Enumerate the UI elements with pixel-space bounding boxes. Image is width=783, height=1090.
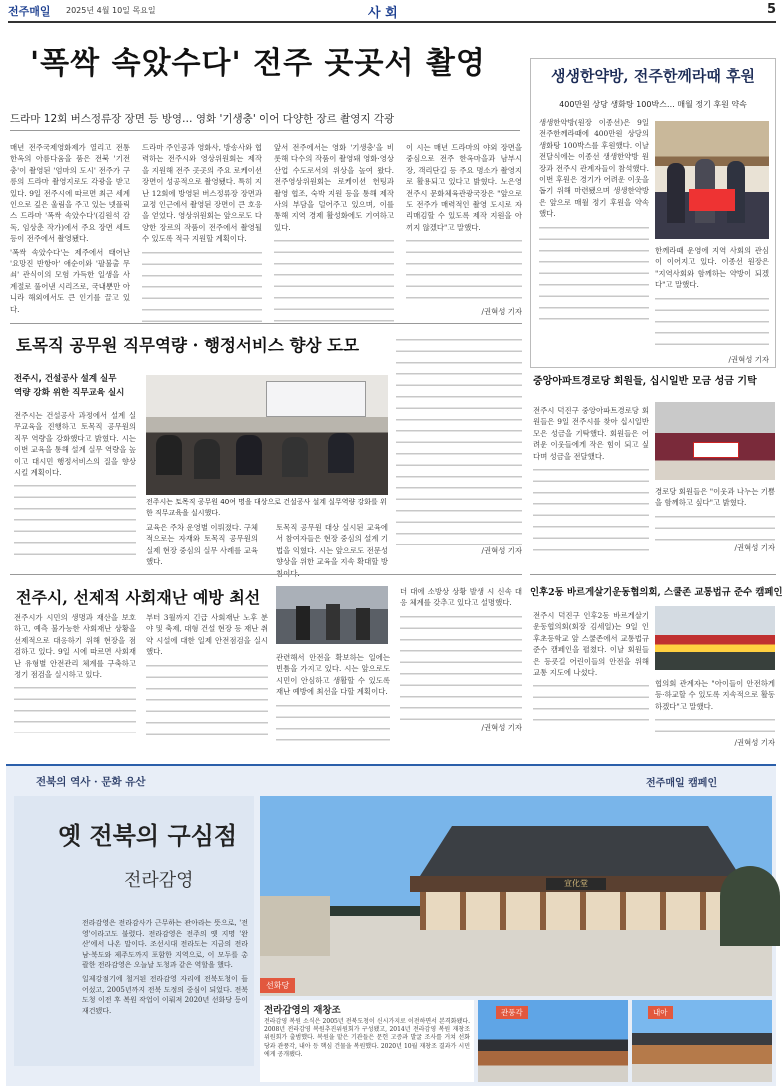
low-body3: 관련해서 안전을 확보하는 일에는 빈틈을 가지고 있다. 시는 앞으로도 시민이 안심하고 생활할 수 있도록 재난 예방에 최선을 다할 계획이다. [276, 652, 390, 754]
lead-headline: '폭싹 속았수다' 전주 곳곳서 촬영 [30, 46, 486, 81]
paper-name: 전주매일 [8, 5, 51, 18]
mid-headline: 토목직 공무원 직무역량 · 행정서비스 향상 도모 [16, 336, 360, 355]
lead-subhead: 드라마 12회 버스정류장 장면 등 방영… 영화 '기생충' 이어 다양한 장르 촬영지 각광 [10, 113, 395, 125]
low-headline: 전주시, 선제적 사회재난 예방 최선 [16, 588, 261, 607]
seonhwadang-label: 선화당 [260, 978, 295, 993]
gwanpunggak-label: 관풍각 [496, 1006, 528, 1019]
side3-body2: 협의회 관계자는 "아이들이 안전하게 등·하교할 수 있도록 지속적으로 활동하겠다"고 말했다. /권혁성 기자 [655, 679, 775, 748]
naea-photo [632, 1000, 772, 1082]
side1-photo [655, 121, 769, 239]
page-number: 5 [766, 2, 776, 17]
side1-subhead: 400만원 상당 생화탕 100박스… 매월 정기 후원 약속 [559, 100, 747, 109]
seonhwadang-photo [260, 796, 772, 996]
lead-col4: 이 시는 매년 드라마의 야외 장면을 중심으로 전주 한옥마을과 남부시장, 객리단길 등 주요 명소가 촬영지로 활용되고 있다고 밝혔다. 노은영 전주시 문화체육관광국장은 "앞으로도 전주가 매력적인 촬영 도시로 자리매김할 수 있도록 제작 지원을 아끼지 않겠다"고 말했다. /권혁성 기자 [406, 143, 522, 317]
recreation-box-title: 전라감영의 재창조 [264, 1005, 341, 1016]
lead-col3: 앞서 전주에서는 영화 '기생충'을 비롯해 다수의 작품이 촬영돼 영화·영상 산업 수도로서의 위상을 높여 왔다. 전주영상위원회는 로케이션 헌팅과 촬영 협조, 숙박 지원 등을 통해 제작사의 부담을 덜어주고 있으며, 이를 통해 지역 경제 활성화에도 기여하고 있다. [274, 142, 394, 322]
side2-body: 전주시 덕진구 중앙아파트경로당 회원들은 9일 전주시를 찾아 십시일반 모은 성금을 기탁했다. 회원들은 어려운 이웃들에게 작은 힘이 되고 싶다며 성금을 전달했다. [533, 405, 649, 565]
side3-rule-top [530, 574, 776, 575]
low-body4: 더 대에 소방상 상황 발생 시 신속 대응 체계를 갖추고 있다고 설명했다. /권혁성 기자 [400, 587, 522, 732]
lead-col1: 매년 전주국제영화제가 열리고 전통 한옥의 아름다움을 품은 전북 '기전 충'이 촬영된 '엄마의 도시' 전주가 구릉의 드라마 촬영지로도 각광을 받고 있다. 9일 전주시에 따르면 최근 세계 인으로 깊은 울림을 주고 있는 넷플릭스 드라마 '폭싹 속았수다'(김원석 감독, 임상춘 작가)에서 주요 장면 세트 등이 전주에서 촬영됐다. '폭싹 속았수다'는 제주에서 태어난 '요망진 반항아' 애순이와 '팔불출 무쇠' 관식이의 모험 가득한 일생을 사계절로 풀어낸 시리즈로, 국내뿐만 아니라 해외에서도 큰 인기를 끌고 있다. [10, 143, 130, 314]
masthead [8, 3, 776, 21]
history-text-panel [14, 796, 254, 1066]
naea-label: 내아 [648, 1006, 673, 1019]
mid-caption: 전주시는 토목직 공무원 40여 명을 대상으로 건설공사 설계 실무역량 강화를 위한 직무교육을 실시했다. [146, 498, 387, 517]
mid-body3: 토목직 공무원 대상 실시된 교육에서 참여자들은 현장 중심의 설계 기법을 익혔다. 시는 앞으로도 전문성 향상을 위한 교육을 지속 확대할 방 [276, 523, 388, 567]
low-body2: 부터 3월까지 긴급 사회재난 노후 분야 및 축제, 대형 건설 현장 등 재난 취약 시설에 대한 일제 안전점검을 실시했다. [146, 612, 268, 754]
mid-photo [146, 375, 388, 495]
side3-photo [655, 606, 775, 670]
side1-headline: 생생한약방, 전주한께라때 후원 [550, 67, 756, 85]
mid-body: 전주시는 건설공사 과정에서 설계 실무교육을 진행하고 토목직 공무원의 직무 역량을 강화했다고 밝혔다. 시는 이번 교육을 통해 설계 실무 역량을 높이고 대시민 행정서비스의 질을 향상시킬 계획이다. [14, 410, 136, 570]
low-rule-top [10, 574, 522, 575]
history-series: 전북의 역사 · 문화 유산 [36, 776, 146, 788]
mid-col-right: /권혁성 기자 [396, 335, 522, 570]
side2-headline: 중앙아파트경로당 회원들, 십시일반 모금 성금 기탁 [533, 376, 757, 387]
side1-body2: 한께라때 운영에 지역 사회의 관심이 이어지고 있다. 이종선 원장은 "지역사회와 함께하는 약방이 되겠다"고 말했다. /권혁성 기자 [655, 246, 769, 364]
low-body: 전주시가 시민의 생명과 재산을 보호하고, 예측 불가능한 사회재난 상황을 선제적으로 대응하기 위해 현장을 점검하고 있다. 9일 시에 따르면 사회재난 유형별 안전관리 체계를 구축하고 정기 점검을 실시하고 있다. [14, 612, 136, 754]
issue-date: 2025년 4월 10일 목요일 [66, 6, 156, 15]
low-photo [276, 586, 388, 644]
lead-col2: 드라마 주인공과 영화사, 방송사와 협력하는 전주시와 영상위원회는 제작을 지원해 전주 곳곳의 주요 로케이션 장면이 성공적으로 촬영됐다. 특히 지난 12회에 방영된 버스정류장 장면과 교정 인근에서 촬영된 장면이 큰 호응을 얻었다. 영상위원회는 앞으로도 다양한 장르의 작품이 전주에서 촬영될 수 있도록 적극 지원할 계획이다. [142, 142, 262, 322]
campaign-label: 전주매일 캠페인 [646, 778, 718, 789]
recreation-box [260, 1000, 474, 1082]
seonhwadang-signboard: 宣化堂 [546, 878, 606, 890]
mid-kicker-2: 역량 강화 위한 직무교육 실시 [14, 388, 125, 398]
mid-body2: 교육은 주차 운영별 이뤄졌다. 구체적으로는 자재와 토목직 공무원의 실제 현장 중심의 실무 사례를 교육했다. [146, 523, 258, 567]
history-body: 전라감영은 전라감사가 근무하는 관아라는 뜻으로, '전영'이라고도 불렸다. 전라감영은 전주의 옛 지명 '완산'에서 나온 말이다. 조선시대 전라도는 지금의 전라남·북도와 제주도까지 포함한 지역으로, 이 모두를 총괄한 전라감영은 오늘날 도청과 같은 역할을 했다. 일제강점기에 철거된 전라감영 자리에 전북도청이 들어섰고, 2005년까지 전북 도정의 중심이 되었다. 전북도청 이전 후 복원 작업이 이뤄져 2020년 선화당 등이 재건됐다. [82, 919, 248, 1015]
gwanpunggak-photo [478, 1000, 628, 1082]
section-name: 사 회 [368, 6, 398, 21]
side3-body: 전주시 덕진구 인후2동 바르게살기운동협의회(회장 김세일)는 9일 인후초등학교 앞 스쿨존에서 교통법규 준수 캠페인을 펼쳤다. 이날 회원들은 등굣길 어린이들의 안전을 위해 교통 지도에 나섰다. [533, 610, 649, 755]
side3-headline: 인후2동 바르게살기운동협의회, 스쿨존 교통법규 준수 캠페인 [530, 587, 783, 598]
history-title: 옛 전북의 구심점 [58, 822, 237, 850]
history-subtitle: 전라감영 [124, 870, 194, 891]
mid-kicker-1: 전주시, 건설공사 설계 실무 [14, 374, 117, 384]
mid-rule-top [10, 323, 522, 324]
side1-body: 생생한약방(원장 이종선)은 9일 전주한께라때에 400만원 상당의 생화탕 100박스를 후원했다. 이날 전달식에는 이종선 생생한약방 원장과 전주시 관계자들이 참석했다. 이번 후원은 경기가 어려운 이웃을 돕기 위해 마련됐으며 생생한약방은 앞으로 매월 정기 후원을 약속했다. [539, 117, 649, 362]
side2-photo [655, 402, 775, 480]
side1-box [530, 58, 776, 368]
side2-body2: 경로당 회원들은 "이웃과 나누는 기쁨을 함께하고 싶다"고 밝혔다. /권혁성 기자 [655, 487, 775, 552]
history-section [6, 764, 776, 1086]
header-rule [8, 21, 776, 23]
recreation-box-body: 전라감영 복원 소식은 2005년 전북도청이 신시가지로 이전하면서 본격화됐다. 2008년 전라감영 복원추진위원회가 구성됐고, 2014년 전라감영 복원 재창조위원회가 출범했다. 복원을 맡은 기관들은 문헌 고증과 발굴 조사를 거쳐 선화당과 관풍각, 내아 등 핵심 건물을 복원했다. 2020년 10월 재창조 결과가 시민에게 공개됐다. [264, 1018, 470, 1058]
lead-rule [10, 130, 520, 131]
